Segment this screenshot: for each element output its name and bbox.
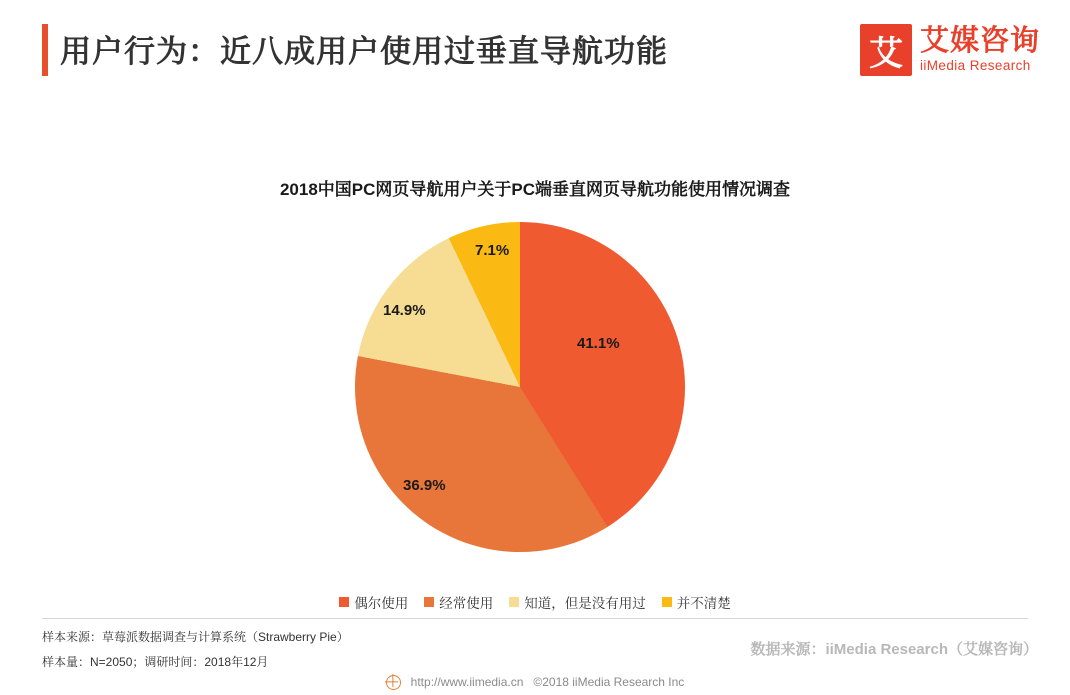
page-title: 用户行为：近八成用户使用过垂直导航功能: [60, 34, 668, 69]
logo-text-en: iiMedia Research: [919, 57, 1031, 73]
chart-title: 2018中国PC网页导航用户关于PC端垂直网页导航功能使用情况调查: [279, 180, 791, 199]
pie-slices: [355, 222, 685, 552]
pie-label-2: 14.9%: [383, 302, 426, 319]
legend-swatch-icon: [339, 597, 349, 607]
source-size: 样本量：N=2050；调研时间：2018年12月: [42, 655, 269, 669]
logo-text: [920, 26, 1040, 75]
copyright-text: ©2018 iiMedia Research Inc: [533, 675, 685, 689]
legend-item[interactable]: [339, 592, 408, 612]
legend-label: 偶尔使用: [354, 596, 409, 611]
page-header: [0, 0, 1070, 100]
title-accent-bar: [42, 24, 48, 76]
data-source-note: 数据来源：iiMedia Research（艾媒咨询）: [750, 641, 1038, 658]
footer-divider: [42, 618, 1028, 619]
bottom-bar: [0, 669, 1070, 695]
legend-swatch-icon: [509, 597, 519, 607]
logo-text-cn: 艾媒咨询: [919, 24, 1040, 57]
website-url[interactable]: http://www.iimedia.cn: [410, 675, 524, 689]
legend-item[interactable]: [509, 592, 646, 612]
legend-swatch-icon: [662, 597, 672, 607]
legend-item[interactable]: [662, 592, 731, 612]
source-sample: 样本来源：草莓派数据调查与计算系统（Strawberry Pie）: [42, 630, 349, 644]
globe-icon: [386, 675, 401, 690]
legend-swatch-icon: [424, 597, 434, 607]
legend-label: 并不清楚: [676, 596, 731, 611]
legend-item[interactable]: [424, 592, 493, 612]
pie-label-1: 36.9%: [403, 477, 446, 494]
pie-label-0: 41.1%: [577, 335, 620, 352]
legend-label: 知道，但是没有用过: [524, 596, 646, 611]
pie-label-3: 7.1%: [475, 242, 510, 259]
legend-label: 经常使用: [439, 596, 494, 611]
brand-logo: [860, 22, 1040, 78]
pie-chart: [355, 222, 685, 552]
chart-legend: [0, 592, 1070, 612]
logo-mark-icon: 艾: [860, 24, 912, 76]
